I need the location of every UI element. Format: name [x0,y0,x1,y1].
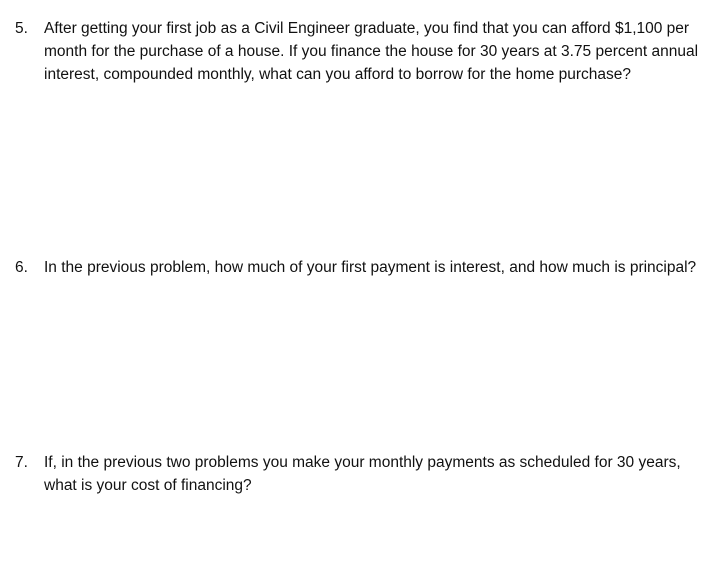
problem-text-line: month for the purchase of a house. If you finance the house for 30 years at 3.75 percent annual [44,43,699,60]
problem-text-line: what is your cost of financing? [44,477,252,494]
problem-text [44,256,710,279]
problem-number: 5. [15,20,28,37]
problem-text-line: In the previous problem, how much of your first payment is interest, and how much is principal? [44,259,697,276]
problem-text [44,451,710,497]
problem-text [44,17,710,86]
problem-text-line: interest, compounded monthly, what can you afford to borrow for the home purchase? [44,66,632,83]
problem-number: 6. [15,259,28,276]
problem-number: 7. [15,454,28,471]
problem-text-line: After getting your first job as a Civil Engineer graduate, you find that you can afford $1,100 per [44,20,690,37]
problem-text-line: If, in the previous two problems you make your monthly payments as scheduled for 30 years, [44,454,681,471]
